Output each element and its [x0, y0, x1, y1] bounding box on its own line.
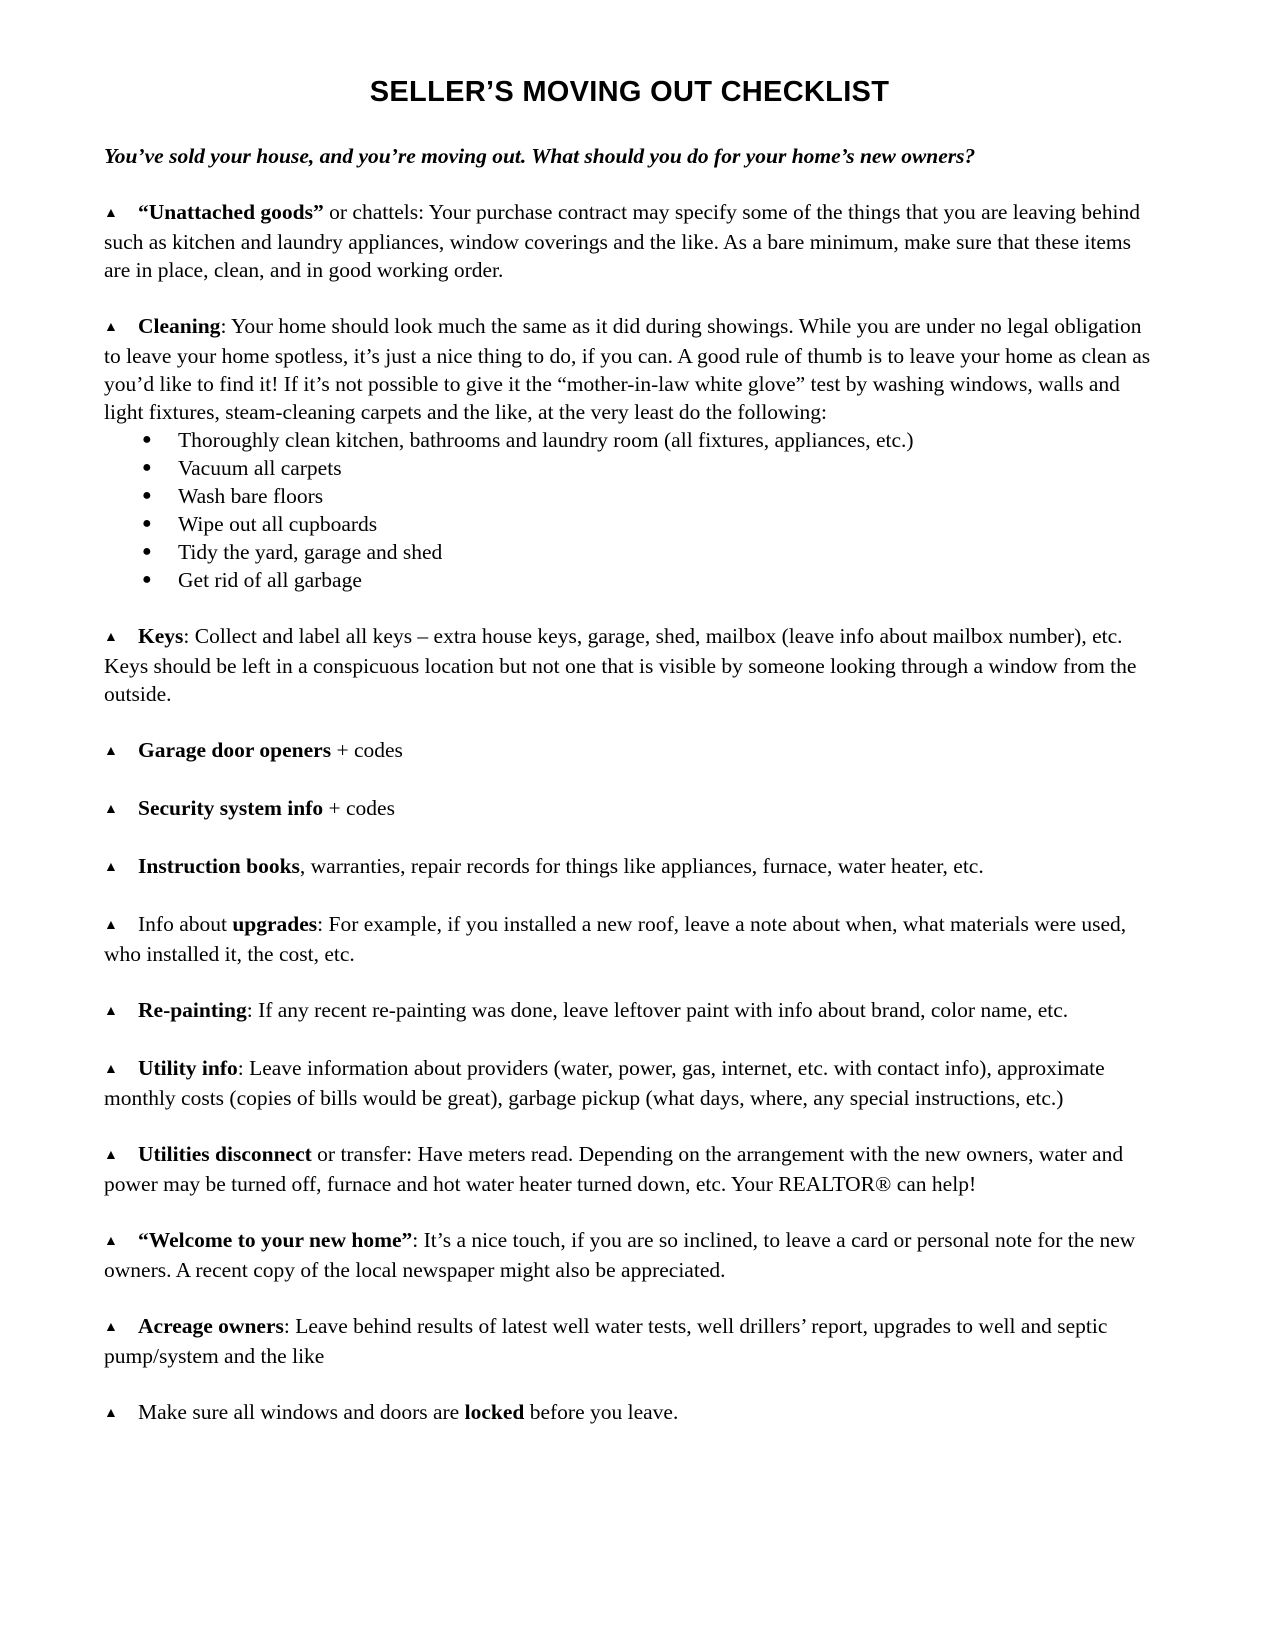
item-text: : For example, if you installed a new roof, leave a note about when, what materials were used, who installed it, the cost, etc.: [104, 912, 1127, 966]
item-heading: Garage door openers: [138, 738, 332, 762]
checklist-item: [104, 910, 1155, 968]
item-text: : If any recent re-painting was done, leave leftover paint with info about brand, color name, etc.: [246, 998, 1069, 1022]
list-item: [142, 566, 1155, 594]
checklist-item: [104, 312, 1155, 594]
item-text: or transfer: Have meters read. Depending on the arrangement with the new owners, water and power may be turned off, furnace and hot water heater turned down, etc. Your REALTOR® can help!: [104, 1142, 1124, 1196]
item-text: : Leave information about providers (water, power, gas, internet, etc. with contact info), approximate monthly costs (copies of bills would be great), garbage pickup (what days, where, any special instructions, etc.): [104, 1056, 1105, 1110]
checklist-item: [104, 996, 1155, 1026]
triangle-marker-icon: ▲: [104, 1062, 118, 1077]
item-heading: locked: [464, 1400, 525, 1424]
item-text: : Leave behind results of latest well water tests, well drillers’ report, upgrades to well and septic pump/system and the like: [104, 1314, 1108, 1368]
checklist-item: [104, 1312, 1155, 1370]
list-item: [142, 454, 1155, 482]
checklist-item: [104, 1226, 1155, 1284]
list-item-text: Wash bare floors: [178, 484, 324, 508]
checklist-item: [104, 852, 1155, 882]
checklist-item: [104, 794, 1155, 824]
item-heading: “Unattached goods”: [138, 200, 324, 224]
checklist-item: [104, 736, 1155, 766]
page-title: SELLER’S MOVING OUT CHECKLIST: [369, 76, 890, 108]
list-item-text: Vacuum all carpets: [178, 456, 342, 480]
triangle-marker-icon: ▲: [104, 918, 118, 933]
bullet-icon: ●: [142, 431, 152, 448]
item-heading: Cleaning: [138, 314, 221, 338]
list-item: [142, 482, 1155, 510]
bullet-icon: ●: [142, 487, 152, 504]
item-heading: “Welcome to your new home”: [138, 1228, 413, 1252]
checklist-item: [104, 1054, 1155, 1112]
checklist-item: [104, 1140, 1155, 1198]
triangle-marker-icon: ▲: [104, 630, 118, 645]
item-text: before you leave.: [524, 1400, 679, 1424]
item-heading: Security system info: [138, 796, 324, 820]
list-item-text: Get rid of all garbage: [178, 568, 362, 592]
triangle-marker-icon: ▲: [104, 860, 118, 875]
list-item-text: Wipe out all cupboards: [178, 512, 378, 536]
item-heading: Acreage owners: [138, 1314, 284, 1338]
triangle-marker-icon: ▲: [104, 1234, 118, 1249]
checklist: [104, 198, 1155, 1428]
triangle-marker-icon: ▲: [104, 744, 118, 759]
triangle-marker-icon: ▲: [104, 320, 118, 335]
list-item-text: Tidy the yard, garage and shed: [178, 540, 443, 564]
triangle-marker-icon: ▲: [104, 1004, 118, 1019]
triangle-marker-icon: ▲: [104, 802, 118, 817]
list-item-text: Thoroughly clean kitchen, bathrooms and laundry room (all fixtures, appliances, etc.): [178, 428, 914, 452]
bullet-icon: ●: [142, 459, 152, 476]
bullet-icon: ●: [142, 515, 152, 532]
item-heading: Utilities disconnect: [138, 1142, 312, 1166]
triangle-marker-icon: ▲: [104, 1406, 118, 1421]
item-text: : Collect and label all keys – extra house keys, garage, shed, mailbox (leave info about mailbox number), etc. Keys should be left in a conspicuous location but not one that is visible by someone looking through a window from the outside.: [104, 624, 1137, 706]
item-text: : It’s a nice touch, if you are so inclined, to leave a card or personal note for the new owners. A recent copy of the local newspaper might also be appreciated.: [104, 1228, 1136, 1282]
list-item: [142, 510, 1155, 538]
item-heading: Keys: [138, 624, 184, 648]
item-heading: upgrades: [232, 912, 318, 936]
triangle-marker-icon: ▲: [104, 206, 118, 221]
item-text: + codes: [331, 738, 403, 762]
list-item: [142, 538, 1155, 566]
bullet-icon: ●: [142, 543, 152, 560]
bullet-icon: ●: [142, 571, 152, 588]
item-lead-text: Info about: [138, 912, 233, 936]
item-text: + codes: [323, 796, 395, 820]
item-heading: Re-painting: [138, 998, 247, 1022]
item-heading: Utility info: [138, 1056, 238, 1080]
item-text: or chattels: Your purchase contract may specify some of the things that you are leaving behind such as kitchen and laundry appliances, window coverings and the like. As a bare minimum, make sure that these items are in place, clean, and in good working order.: [104, 200, 1140, 282]
triangle-marker-icon: ▲: [104, 1148, 118, 1163]
list-item: [142, 426, 1155, 454]
item-text: , warranties, repair records for things like appliances, furnace, water heater, etc.: [299, 854, 984, 878]
item-lead-text: Make sure all windows and doors are: [138, 1400, 465, 1424]
item-text: : Your home should look much the same as it did during showings. While you are under no legal obligation to leave your home spotless, it’s just a nice thing to do, if you can. A good rule of thumb is to leave your home as clean as you’d like to find it! If it’s not possible to give it the “mother-in-law white glove” test by washing windows, walls and light fixtures, steam-cleaning carpets and the like, at the very least do the following:: [104, 314, 1151, 424]
checklist-item: [104, 622, 1155, 708]
item-heading: Instruction books: [138, 854, 300, 878]
checklist-item: [104, 198, 1155, 284]
checklist-item: [104, 1398, 1155, 1428]
intro-question: You’ve sold your house, and you’re moving out. What should you do for your home’s new owners?: [104, 144, 976, 168]
cleaning-sublist: [104, 426, 1155, 594]
triangle-marker-icon: ▲: [104, 1320, 118, 1335]
